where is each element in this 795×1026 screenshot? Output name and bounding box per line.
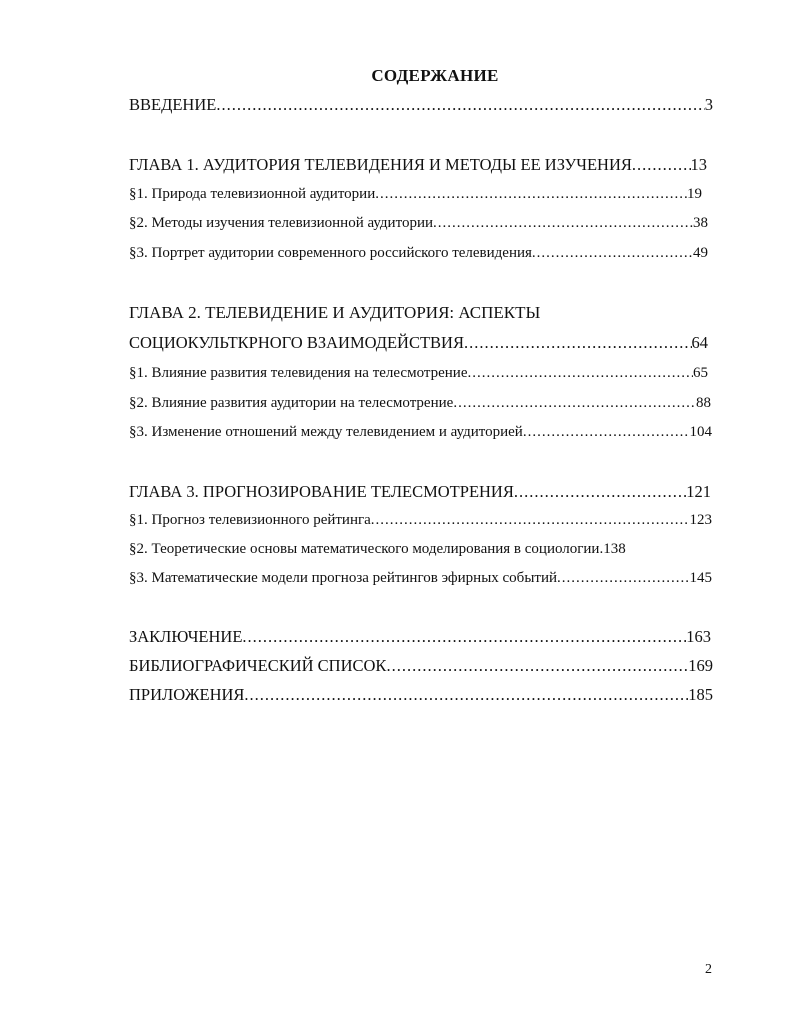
toc-leader-dots: [532, 243, 693, 263]
toc-entry-chapter-2[interactable]: [129, 333, 708, 353]
toc-leader-dots: [468, 363, 694, 383]
toc-entry-chapter-1[interactable]: [129, 155, 707, 175]
toc-entry-label: §2. Методы изучения телевизионной аудитории: [129, 215, 433, 231]
toc-entry-page: 3: [704, 95, 713, 114]
toc-entry-label: §1. Влияние развития телевидения на телесмотрение: [129, 365, 468, 381]
toc-leader-dots: [453, 393, 696, 413]
toc-entry-label: §3. Изменение отношений между телевидением и аудиторией: [129, 424, 523, 440]
toc-leader-dots: [557, 568, 689, 588]
toc-leader-dots: [464, 333, 692, 353]
toc-entry-label: СОЦИОКУЛЬТКРНОГО ВЗАИМОДЕЙСТВИЯ: [129, 333, 464, 352]
toc-leader-dots: [632, 155, 691, 175]
toc-entry-page: 169: [688, 656, 713, 675]
toc-entry-label: §3. Портрет аудитории современного российского телевидения: [129, 245, 532, 261]
toc-entry-ch3-sec3[interactable]: [129, 568, 712, 588]
toc-entry-page: 13: [690, 155, 707, 174]
toc-entry-page: 123: [689, 512, 712, 528]
toc-leader-dots: [386, 656, 688, 676]
toc-entry-label: §1. Природа телевизионной аудитории: [129, 186, 376, 202]
toc-leader-dots: [244, 685, 688, 705]
toc-entry-page: 145: [689, 570, 712, 586]
toc-entry-page: 104: [689, 424, 712, 440]
toc-leader-dots: [216, 95, 704, 115]
toc-entry-bibliography[interactable]: [129, 656, 713, 676]
toc-entry-label: §2. Теоретические основы математического моделирования в социологии.: [129, 541, 604, 557]
toc-entry-ch2-sec3[interactable]: [129, 422, 712, 442]
toc-entry-page: 163: [686, 627, 711, 646]
toc-entry-label: БИБЛИОГРАФИЧЕСКИЙ СПИСОК: [129, 656, 387, 675]
toc-entry-conclusion[interactable]: [129, 627, 711, 647]
toc-entry-label: ПРИЛОЖЕНИЯ: [129, 685, 245, 704]
toc-entry-label: ВВЕДЕНИЕ: [129, 95, 217, 114]
toc-entry-ch1-sec3[interactable]: [129, 243, 708, 263]
toc-leader-dots: [523, 422, 690, 442]
toc-entry-page: 138: [603, 541, 626, 557]
toc-leader-dots: [433, 213, 693, 233]
toc-entry-page: 49: [693, 245, 708, 261]
toc-entry-page: 19: [687, 186, 702, 202]
toc-entry-page: 88: [696, 395, 711, 411]
toc-leader-dots: [514, 482, 686, 502]
toc-entry-ch1-sec1[interactable]: [129, 184, 702, 204]
toc-entry-label: ГЛАВА 3. ПРОГНОЗИРОВАНИЕ ТЕЛЕСМОТРЕНИЯ: [129, 482, 514, 501]
toc-entry-introduction[interactable]: [129, 95, 713, 115]
toc-entry-ch2-sec2[interactable]: [129, 393, 711, 413]
toc-leader-dots: [371, 510, 690, 530]
toc-entry-chapter-3[interactable]: [129, 482, 711, 502]
toc-entry-label: §2. Влияние развития аудитории на телесмотрение: [129, 395, 454, 411]
toc-entry-label: ГЛАВА 1. АУДИТОРИЯ ТЕЛЕВИДЕНИЯ И МЕТОДЫ ЕЕ ИЗУЧЕНИЯ: [129, 155, 632, 174]
toc-entry-appendices[interactable]: [129, 685, 713, 705]
toc-entry-label: ЗАКЛЮЧЕНИЕ: [129, 627, 243, 646]
toc-entry-label: §1. Прогноз телевизионного рейтинга: [129, 512, 371, 528]
toc-entry-chapter-2-line1[interactable]: ГЛАВА 2. ТЕЛЕВИДЕНИЕ И АУДИТОРИЯ: АСПЕКТЫ: [129, 303, 541, 322]
toc-entry-ch3-sec2[interactable]: [129, 539, 713, 559]
toc-entry-page: 64: [691, 333, 708, 352]
toc-entry-ch1-sec2[interactable]: [129, 213, 708, 233]
toc-leader-dots: [375, 184, 687, 204]
toc-leader-dots: [242, 627, 686, 647]
toc-entry-ch3-sec1[interactable]: [129, 510, 712, 530]
toc-entry-page: 185: [688, 685, 713, 704]
toc-entry-ch2-sec1[interactable]: [129, 363, 708, 383]
toc-entry-page: 121: [686, 482, 711, 501]
toc-entry-page: 38: [693, 215, 708, 231]
page-title: СОДЕРЖАНИЕ: [371, 66, 499, 85]
toc-entry-page: 65: [693, 365, 708, 381]
toc-entry-label: §3. Математические модели прогноза рейтингов эфирных событий: [129, 570, 558, 586]
page-number: 2: [705, 962, 712, 977]
